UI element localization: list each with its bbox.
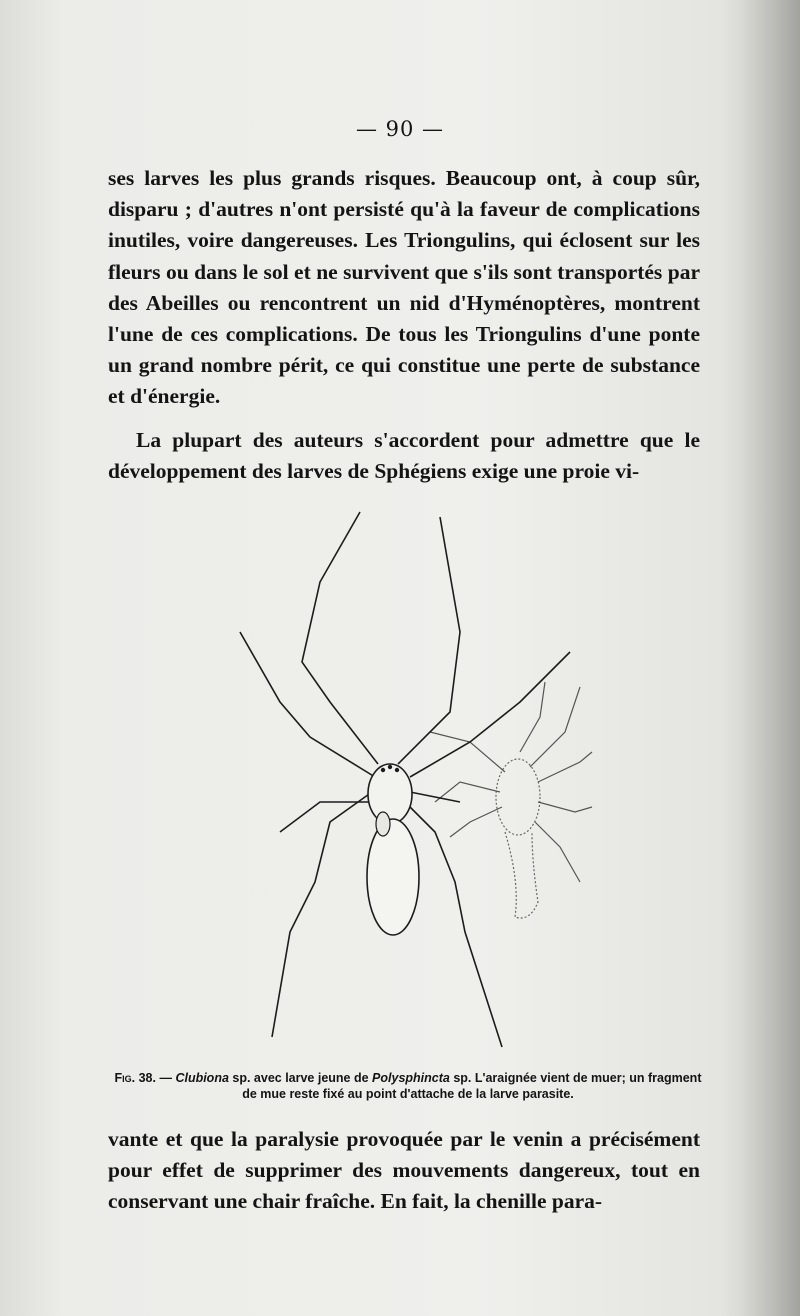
caption-text-b: sp. L'araignée vient de muer; un fragment de mue reste fixé au point d'attache de la larve parasite. [242, 1071, 702, 1101]
spider-illustration [220, 502, 620, 1062]
figure-caption [110, 1070, 706, 1102]
spider-genus: Clubiona [175, 1071, 229, 1085]
paragraph-1: ses larves les plus grands risques. Beaucoup ont, à coup sûr, disparu ; d'autres n'ont persisté qu'à la faveur de complications inutiles, voire dangereuses. Les Triongulins, qui éclosent sur les fleurs ou dans le sol et ne survivent que s'ils sont transportés par des Abeilles ou rencontrent un nid d'Hyménoptères, montrent l'une de ces complications. De tous les Triongulins d'une ponte un grand nombre périt, ce qui constitue une perte de substance et d'énergie. [108, 166, 700, 409]
page-number: — 90 — [355, 117, 445, 141]
molt-fragment [430, 682, 592, 918]
paragraph-2: La plupart des auteurs s'accordent pour admettre que le développement des larves de Sphégiens exige une proie vi- [108, 428, 700, 484]
parasite-genus: Polysphincta [372, 1071, 450, 1085]
spider [240, 512, 570, 1047]
paragraph-3: vante et que la paralysie provoquée par le venin a précisément pour effet de supprimer des mouvements dangereux, tout en conservant une chair fraîche. En fait, la chenille para- [108, 1127, 700, 1214]
page-edge-shadow [740, 0, 800, 1316]
caption-text-a: sp. avec larve jeune de [228, 1071, 373, 1085]
figure-label: Fig. 38. — [114, 1071, 172, 1085]
